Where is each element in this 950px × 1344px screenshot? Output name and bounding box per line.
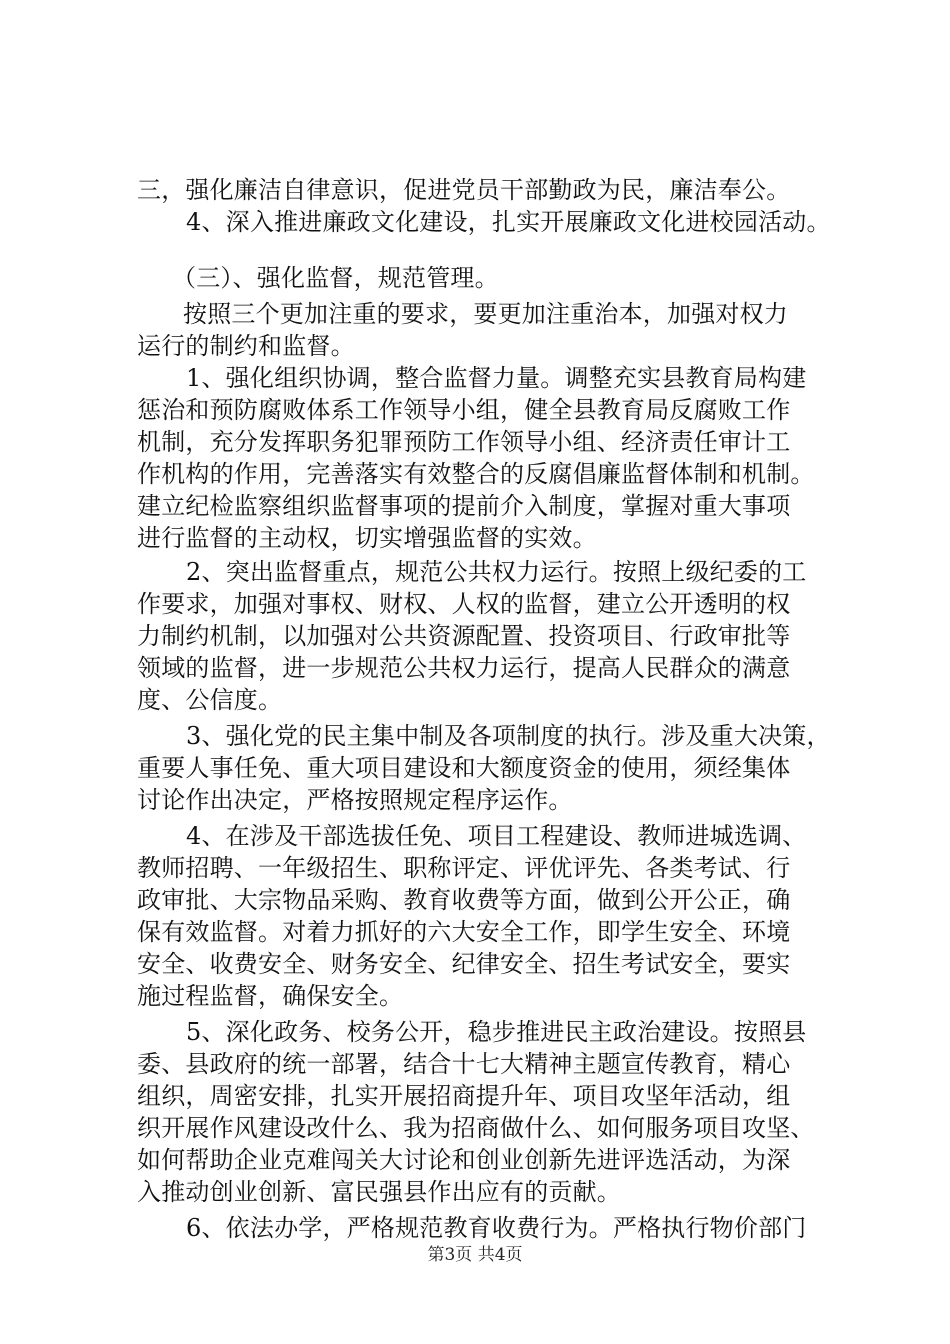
text-line: 教师招聘、一年级招生、职称评定、评优评先、各类考试、行 [137, 854, 791, 882]
text-line: 委、县政府的统一部署，结合十七大精神主题宣传教育，精心 [137, 1050, 791, 1078]
text-line: 按照三个更加注重的要求，要更加注重治本，加强对权力 [183, 300, 788, 328]
text-line: 建立纪检监察组织监督事项的提前介入制度，掌握对重大事项 [137, 492, 791, 520]
text-line: 入推动创业创新、富民强县作出应有的贡献。 [137, 1178, 621, 1206]
text-line: 讨论作出决定，严格按照规定程序运作。 [137, 786, 573, 814]
text-line: 作机构的作用，完善落实有效整合的反腐倡廉监督体制和机制。 [137, 460, 815, 488]
text-line: 4、深入推进廉政文化建设，扎实开展廉政文化进校园活动。 [186, 208, 831, 236]
text-line: 组织，周密安排，扎实开展招商提升年、项目攻坚年活动，组 [137, 1082, 791, 1110]
text-line: 施过程监督，确保安全。 [137, 982, 404, 1010]
text-line: 安全、收费安全、财务安全、纪律安全、招生考试安全，要实 [137, 950, 791, 978]
text-line: 进行监督的主动权，切实增强监督的实效。 [137, 524, 597, 552]
text-line: 惩治和预防腐败体系工作领导小组，健全县教育局反腐败工作 [137, 396, 791, 424]
text-line: 力制约机制，以加强对公共资源配置、投资项目、行政审批等 [137, 622, 791, 650]
text-line: 6、依法办学，严格规范教育收费行为。严格执行物价部门 [186, 1214, 807, 1242]
text-line: 机制，充分发挥职务犯罪预防工作领导小组、经济责任审计工 [137, 428, 791, 456]
text-line: 3、强化党的民主集中制及各项制度的执行。涉及重大决策， [186, 722, 831, 750]
section-heading: （三）、强化监督，规范管理。 [172, 264, 499, 292]
text-line: 作要求，加强对事权、财权、人权的监督，建立公开透明的权 [137, 590, 791, 618]
text-line: 5、深化政务、校务公开，稳步推进民主政治建设。按照县 [186, 1018, 807, 1046]
text-line: 2、突出监督重点，规范公共权力运行。按照上级纪委的工 [186, 558, 807, 586]
text-line: 1、强化组织协调，整合监督力量。调整充实县教育局构建 [186, 364, 807, 392]
text-line: 度、公信度。 [137, 686, 283, 714]
text-line: 织开展作风建设改什么、我为招商做什么、如何服务项目攻坚、 [137, 1114, 815, 1142]
text-line: 运行的制约和监督。 [137, 332, 355, 360]
text-line: 保有效监督。对着力抓好的六大安全工作，即学生安全、环境 [137, 918, 791, 946]
text-line: 领域的监督，进一步规范公共权力运行，提高人民群众的满意 [137, 654, 791, 682]
text-line: 如何帮助企业克难闯关大讨论和创业创新先进评选活动，为深 [137, 1146, 791, 1174]
text-line: 重要人事任免、重大项目建设和大额度资金的使用，须经集体 [137, 754, 791, 782]
text-line: 政审批、大宗物品采购、教育收费等方面，做到公开公正，确 [137, 886, 791, 914]
page-number-footer: 第3页 共4页 [427, 1245, 523, 1265]
text-line: 4、在涉及干部选拔任免、项目工程建设、教师进城选调、 [186, 822, 807, 850]
text-line: 三，强化廉洁自律意识，促进党员干部勤政为民，廉洁奉公。 [137, 176, 791, 204]
